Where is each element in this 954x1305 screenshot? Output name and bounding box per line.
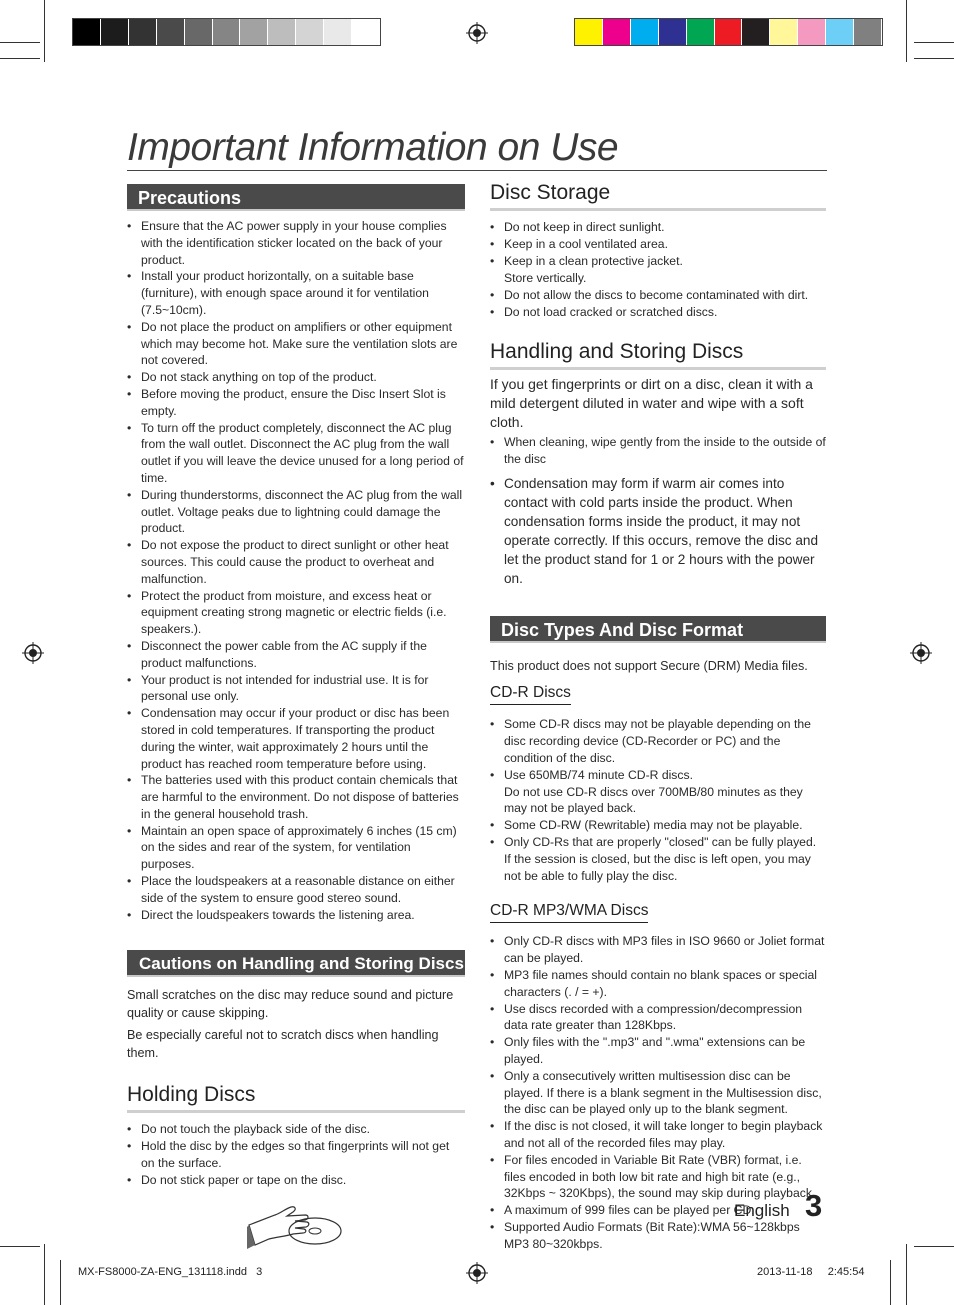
list-item: • Install your product horizontally, on a suitable base (furniture), with enough space around it for ventilation (7.5~10cm). bbox=[127, 268, 465, 318]
disc-storage-heading: Disc Storage bbox=[490, 180, 826, 211]
page-title: Important Information on Use bbox=[127, 126, 619, 169]
page-language: English bbox=[734, 1201, 790, 1220]
cdr-discs-list bbox=[490, 716, 826, 884]
list-item: • Before moving the product, ensure the Disc Insert Slot is empty. bbox=[127, 386, 465, 420]
holding-discs-heading: Holding Discs bbox=[127, 1082, 465, 1113]
list-item: • Some CD-R discs may not be playable depending on the disc recording device (CD-Recorder or PC) and the condition of the disc. bbox=[490, 716, 826, 766]
page-number: 3 bbox=[805, 1188, 823, 1223]
right-column bbox=[490, 180, 826, 1253]
disc-storage-list bbox=[490, 219, 826, 321]
list-item: • Do not allow the discs to become contaminated with dirt. bbox=[490, 287, 826, 304]
list-item: • Direct the loudspeakers towards the listening area. bbox=[127, 907, 465, 924]
file-name: MX-FS8000-ZA-ENG_131118.indd 3 bbox=[78, 1266, 263, 1278]
list-item: • Use 650MB/74 minute CD-R discs. Do not use CD-R discs over 700MB/80 minutes as they may not be played back. bbox=[490, 767, 826, 817]
list-item: • Use discs recorded with a compression/decompression data rate greater than 128Kbps. bbox=[490, 1001, 826, 1035]
crop-mark bbox=[0, 58, 40, 59]
list-item: • Only CD-R discs with MP3 files in ISO 9660 or Joliet format can be played. bbox=[490, 933, 826, 967]
list-item: • Hold the disc by the edges so that fingerprints will not get on the surface. bbox=[127, 1138, 465, 1172]
cdr-discs-heading: CD-R Discs bbox=[490, 683, 571, 705]
list-item: • Only files with the ".mp3" and ".wma" extensions can be played. bbox=[490, 1034, 826, 1068]
list-item: • The batteries used with this product contain chemicals that are harmful to the environment. Do not dispose of batteries in the general household trash. bbox=[127, 772, 465, 822]
process-color-bar bbox=[574, 18, 883, 46]
handling-intro: If you get fingerprints or dirt on a disc, clean it with a mild detergent diluted in water and wipe with a soft cloth. bbox=[490, 376, 813, 430]
list-item: • Maintain an open space of approximately 6 inches (15 cm) on the sides and rear of the system, for ventilation purposes. bbox=[127, 823, 465, 873]
left-column bbox=[127, 184, 465, 1253]
list-item: • Do not expose the product to direct sunlight or other heat sources. This could cause the product to overheat and malfunction. bbox=[127, 537, 465, 587]
timestamp: 2013-11-18 2:45:54 bbox=[757, 1266, 865, 1278]
crop-mark bbox=[906, 1244, 907, 1305]
list-item: • During thunderstorms, disconnect the AC plug from the wall outlet. Voltage peaks due to lightning could damage the product. bbox=[127, 487, 465, 537]
list-item: • Keep in a clean protective jacket. Store vertically. bbox=[490, 253, 826, 287]
crop-mark bbox=[914, 58, 954, 59]
precautions-heading: Precautions bbox=[127, 184, 465, 211]
crop-mark bbox=[0, 42, 40, 43]
registration-mark-icon bbox=[466, 1262, 488, 1284]
list-item: • Condensation may form if warm air comes into contact with cold parts inside the product. When condensation forms inside the product, it may not operate correctly. If this occurs, remove the disc and let the product stand for 1 or 2 hours with the power on. bbox=[490, 474, 826, 588]
crop-mark bbox=[60, 1260, 61, 1305]
list-item: • Keep in a cool ventilated area. bbox=[490, 236, 826, 253]
registration-mark-icon bbox=[910, 642, 932, 664]
precautions-list bbox=[127, 218, 465, 923]
list-item: • Condensation may occur if your product or disc has been stored in cold temperatures. If transporting the product during the winter, wait approximately 2 hours until the product has reached room temperature before using. bbox=[127, 705, 465, 772]
list-item: • Do not touch the playback side of the disc. bbox=[127, 1121, 465, 1138]
list-item: • When cleaning, wipe gently from the inside to the outside of the disc bbox=[490, 434, 826, 468]
crop-mark bbox=[914, 42, 954, 43]
cautions-paragraph: Small scratches on the disc may reduce sound and picture quality or cause skipping. bbox=[127, 988, 454, 1020]
list-item: • Disconnect the power cable from the AC supply if the product malfunctions. bbox=[127, 638, 465, 672]
list-item: • Your product is not intended for industrial use. It is for personal use only. bbox=[127, 672, 465, 706]
disc-types-intro: This product does not support Secure (DRM) Media files. bbox=[490, 658, 808, 673]
grayscale-color-bar bbox=[72, 18, 381, 46]
title-rule bbox=[127, 170, 827, 171]
list-item: • Do not stick paper or tape on the disc. bbox=[127, 1172, 465, 1189]
registration-mark-icon bbox=[22, 642, 44, 664]
crop-mark bbox=[906, 0, 907, 62]
hand-holding-disc-icon bbox=[247, 1203, 347, 1253]
crop-mark bbox=[44, 0, 45, 62]
crop-mark bbox=[0, 1246, 40, 1247]
crop-mark bbox=[44, 1244, 45, 1305]
handling-storing-heading: Handling and Storing Discs bbox=[490, 339, 826, 370]
list-item-subline: Do not use CD-R discs over 700MB/80 minutes as they may not be played back. bbox=[504, 784, 803, 816]
handling-list bbox=[490, 434, 826, 588]
list-item: • Do not keep in direct sunlight. bbox=[490, 219, 826, 236]
list-item: • Ensure that the AC power supply in your house complies with the identification sticker located on the back of your product. bbox=[127, 218, 465, 268]
list-item: • MP3 file names should contain no blank spaces or special characters (. / = +). bbox=[490, 967, 826, 1001]
list-item: • To turn off the product completely, disconnect the AC plug from the wall outlet. Disconnect the AC plug from the wall outlet if you will leave the device unused for a long period of time. bbox=[127, 420, 465, 487]
cautions-paragraph: Be especially careful not to scratch discs when handling them. bbox=[127, 1028, 439, 1060]
cautions-heading: Cautions on Handling and Storing Discs bbox=[127, 950, 465, 977]
list-item: • A maximum of 999 files can be played per CD. bbox=[490, 1202, 826, 1219]
disc-types-heading: Disc Types And Disc Format bbox=[490, 616, 826, 643]
list-item: • Do not place the product on amplifiers or other equipment which may become hot. Make sure the ventilation slots are not covered. bbox=[127, 319, 465, 369]
list-item: • Protect the product from moisture, and excess heat or equipment creating strong magnetic or electric fields (i.e. speakers.). bbox=[127, 588, 465, 638]
list-item: • Supported Audio Formats (Bit Rate):WMA 56~128kbps MP3 80~320kbps. bbox=[490, 1219, 826, 1253]
list-item: • Place the loudspeakers at a reasonable distance on either side of the system to ensure good stereo sound. bbox=[127, 873, 465, 907]
list-item: • For files encoded in Variable Bit Rate (VBR) format, i.e. files encoded in both low bit rate and high bit rate (e.g., 32Kbps ~ 320Kbps), the sound may skip during playback. bbox=[490, 1152, 826, 1202]
registration-mark-icon bbox=[466, 22, 488, 44]
crop-mark bbox=[890, 1260, 891, 1305]
list-item: • Only CD-Rs that are properly "closed" can be fully played. If the session is closed, but the disc is left open, you may not be able to fully play the disc. bbox=[490, 834, 826, 884]
list-item: • Some CD-RW (Rewritable) media may not be playable. bbox=[490, 817, 826, 834]
list-item-subline: MP3 80~320kbps. bbox=[504, 1236, 603, 1251]
list-item-subline: Store vertically. bbox=[504, 271, 587, 285]
list-item: • Do not load cracked or scratched discs. bbox=[490, 304, 826, 321]
list-item: • If the disc is not closed, it will take longer to begin playback and not all of the recorded files may play. bbox=[490, 1118, 826, 1152]
holding-discs-list bbox=[127, 1121, 465, 1188]
cdr-mp3-wma-heading: CD-R MP3/WMA Discs bbox=[490, 901, 648, 923]
crop-mark bbox=[914, 1246, 954, 1247]
list-item: • Do not stack anything on top of the product. bbox=[127, 369, 465, 386]
list-item: • Only a consecutively written multisession disc can be played. If there is a blank segment in the Multisession disc, the disc can be played only up to the blank segment. bbox=[490, 1068, 826, 1118]
